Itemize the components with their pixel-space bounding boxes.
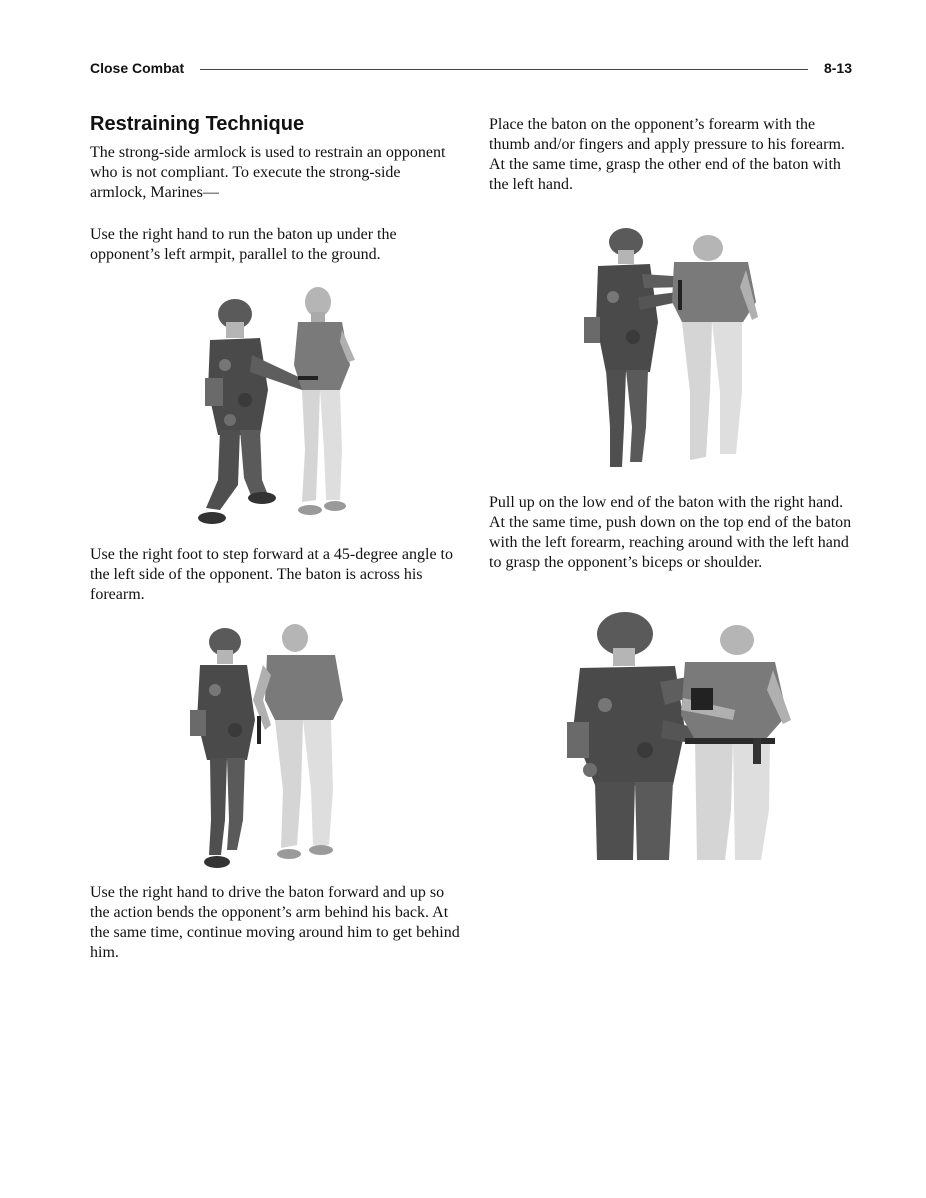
header-rule	[200, 69, 808, 70]
step4-paragraph: Place the baton on the opponent’s forearm with the thumb and/or fingers and apply pressure to his forearm. At the same time, grasp the other end of the baton with the left hand.	[489, 116, 845, 193]
step3-paragraph: Use the right hand to drive the baton forward and up so the action bends the opponent’s arm behind his back. At the same time, continue moving around him to get behind him.	[90, 884, 460, 961]
opponent-figure	[253, 624, 343, 859]
step2-paragraph: Use the right foot to step forward at a 45-degree angle to the left side of the opponent. The baton is across his forearm.	[90, 546, 453, 603]
marine-figure	[190, 628, 255, 868]
step1-paragraph: Use the right hand to run the baton up under the opponent’s left armpit, parallel to the ground.	[90, 226, 397, 263]
opponent-figure	[294, 287, 355, 515]
intro-paragraph: The strong-side armlock is used to restrain an opponent who is not compliant. To execute the strong-side armlock, Marines—	[90, 144, 446, 201]
figure-grasp-baton	[578, 222, 768, 477]
section-heading: Restraining Technique	[90, 113, 305, 135]
figure-step-forward	[185, 620, 355, 875]
marine-figure	[198, 299, 305, 524]
section-title: Close Combat	[90, 60, 192, 76]
opponent-figure	[672, 235, 758, 460]
figure-baton-under-armpit	[190, 280, 370, 535]
step5-paragraph: Pull up on the low end of the baton with the right hand. At the same time, push down on the top end of the baton with the left forearm, reaching around with the left hand to grasp the opponent’s biceps or shoulder.	[489, 494, 852, 571]
running-header	[90, 58, 852, 80]
page-number: 8-13	[816, 60, 852, 76]
opponent-figure	[681, 625, 791, 860]
figure-armlock	[565, 610, 795, 865]
marine-figure	[584, 228, 688, 467]
